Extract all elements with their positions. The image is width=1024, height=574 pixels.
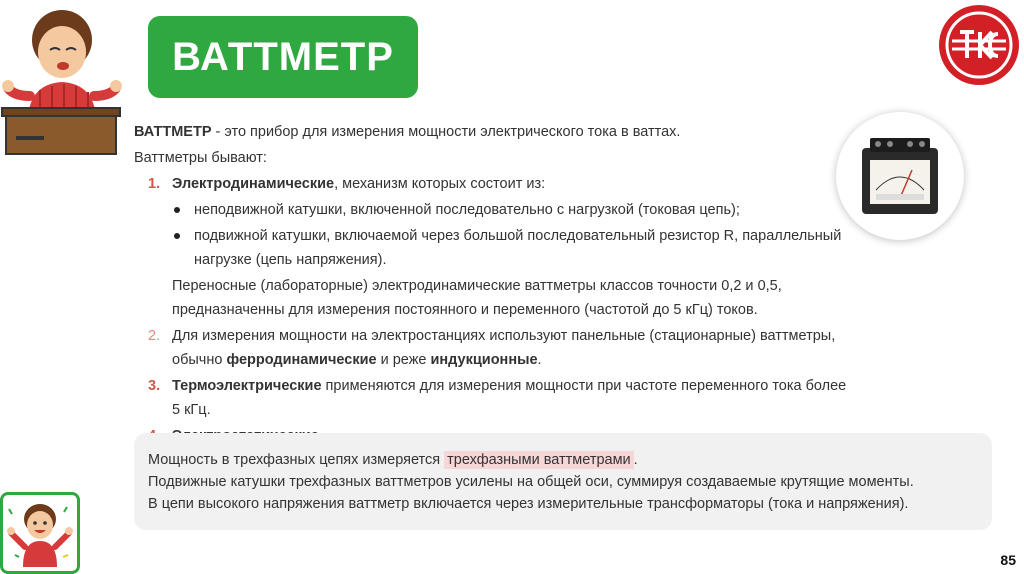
intro-definition: - это прибор для измерения мощности электрического тока в ваттах. [211,124,681,140]
item-text: , механизм которых состоит из: [334,176,546,192]
types-list [134,172,854,448]
item-term: индукционные [430,352,538,368]
sub-item-text: неподвижной катушки, включенной последовательно с нагрузкой (токовая цепь); [194,202,740,218]
item-term: Электродинамические [172,176,335,192]
sub-list-item [172,198,854,222]
teacher-mascot-icon [0,0,130,160]
item-term: ферродинамические [226,352,377,368]
sub-list [172,198,854,272]
title-banner [148,16,418,98]
intro-term: ВАТТМЕТР [134,124,212,140]
brand-logo-icon [938,4,1020,86]
highlighted-term: трехфазными ваттметрами [444,451,634,469]
wattmeter-device-icon [836,112,964,240]
note-line [148,449,978,471]
sub-item-text: подвижной катушки, включаемой через большой последовательный резистор R, параллельный нагрузке (цепь напряжения). [194,228,842,268]
list-number: 1. [148,176,161,192]
celebrating-mascot-icon [0,492,80,574]
bullet-icon [174,233,180,239]
sub-list-item [172,224,854,272]
intro-paragraph [134,120,854,144]
note-line: Подвижные катушки трехфазных ваттметров усилены на общей оси, суммируя создаваемые крутящие моменты. [148,474,914,490]
item-text: применяются для измерения мощности при частоте переменного тока более 5 кГц. [172,378,847,418]
types-heading: Ваттметры бывают: [134,150,267,166]
item-note: Переносные (лабораторные) электродинамические ваттметры классов точности 0,2 и 0,5, предназначенны для измерения постоянного и переменного (частотой до 5 кГц) токов. [172,278,782,318]
page-title: ВАТТМЕТР [172,34,394,79]
list-number: 3. [148,378,161,394]
note-text: Мощность в трехфазных цепях измеряется [148,452,445,468]
page-number: 85 [1000,552,1016,568]
main-content [134,120,854,448]
note-line: В цепи высокого напряжения ваттметр включается через измерительные трансформаторы (тока и напряжения). [148,496,909,512]
list-item [134,374,854,422]
item-term: Термоэлектрические [172,378,322,394]
list-item [134,324,854,372]
list-number: 2. [148,328,161,344]
note-text: . [633,452,638,468]
item-text: . [537,352,542,368]
item-text: и реже [376,352,431,368]
list-item [134,172,854,322]
bullet-icon [174,207,180,213]
note-box [134,433,992,530]
item-text: Для измерения мощности на электростанциях используют панельные (стационарные) ваттметры, обычно [172,328,836,368]
